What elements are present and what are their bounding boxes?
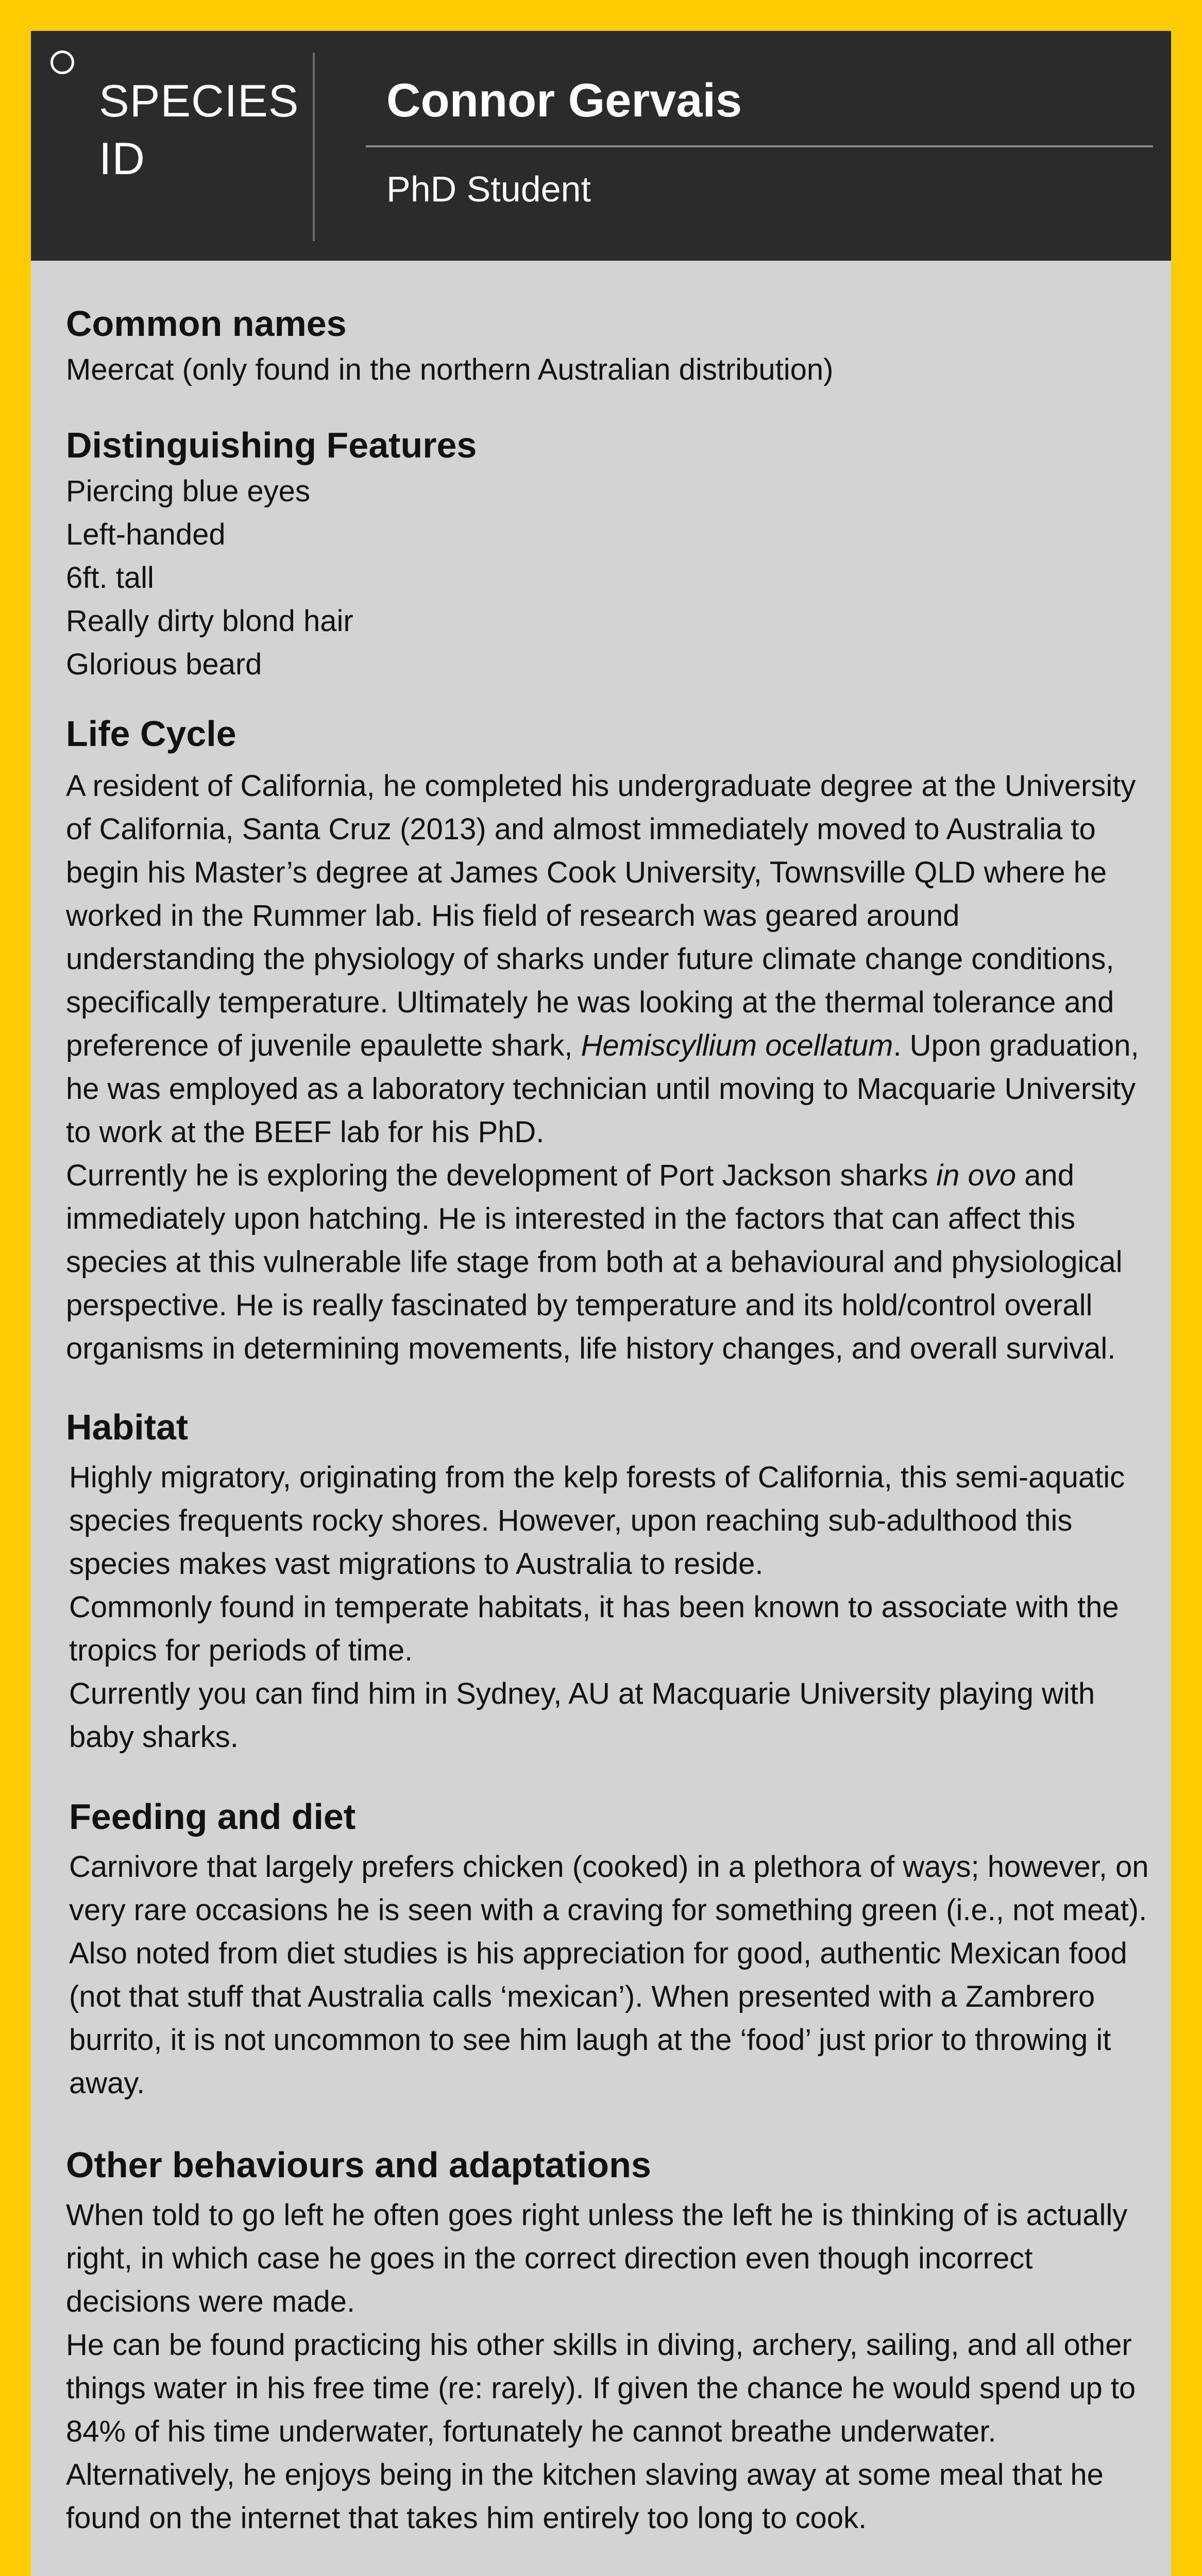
section-common-names xyxy=(66,299,1153,392)
header-vertical-divider xyxy=(313,53,315,241)
section-habitat xyxy=(66,1402,1153,1759)
habitat-paragraph: Commonly found in temperate habitats, it has been known to associate with the tropics for periods of time. xyxy=(69,1590,1119,1667)
section-other-behaviours xyxy=(66,2140,1153,2540)
section-title: Distinguishing Features xyxy=(66,425,477,465)
behaviour-paragraph: Alternatively, he enjoys being in the kitchen slaving away at some meal that he found on the internet that takes him entirely too long to cook. xyxy=(66,2458,1104,2535)
feature-item: 6ft. tall xyxy=(66,561,154,595)
section-feeding-and-diet xyxy=(66,1792,1153,2105)
section-distinguishing-features xyxy=(66,420,1153,686)
header-horizontal-divider xyxy=(366,145,1153,147)
card-header xyxy=(31,31,1171,261)
feature-item: Left-handed xyxy=(66,518,226,551)
section-title: Feeding and diet xyxy=(69,1797,356,1837)
feeding-paragraph: Also noted from diet studies is his appreciation for good, authentic Mexican food (not that stuff that Australia calls ‘mexican’). When presented with a Zambrero burrito, it is not uncommon to see him laugh at the ‘food’ just prior to throwing it away. xyxy=(69,1937,1127,2100)
species-id-card xyxy=(31,31,1171,2576)
person-name: Connor Gervais xyxy=(386,74,742,127)
common-names-text: Meercat (only found in the northern Australian distribution) xyxy=(66,353,834,386)
feature-item: Piercing blue eyes xyxy=(66,474,310,508)
feeding-paragraph: Carnivore that largely prefers chicken (cooked) in a plethora of ways; however, on very rare occasions he is seen with a craving for something green (i.e., not meat). xyxy=(69,1850,1149,1927)
life-cycle-paragraph xyxy=(66,765,1153,1154)
circle-icon xyxy=(50,50,74,74)
habitat-paragraph: Currently you can find him in Sydney, AU at Macquarie University playing with baby sharks. xyxy=(69,1677,1095,1754)
section-life-cycle xyxy=(66,709,1153,1370)
species-scientific-name: Hemiscyllium ocellatum xyxy=(581,1029,893,1062)
badge-label: SPECIES ID xyxy=(99,75,299,184)
behaviour-paragraph: When told to go left he often goes right unless the left he is thinking of is actually right, in which case he goes in the correct direction even though incorrect decisions were made. xyxy=(66,2198,1128,2318)
section-title: Life Cycle xyxy=(66,714,236,754)
section-title: Habitat xyxy=(66,1407,189,1447)
life-cycle-text: and immediately upon hatching. He is interested in the factors that can affect this species at this vulnerable life stage from both at a behavioural and physiological perspective. He is really fascinated by temperature and its hold/control overall organisms in determining movements, life history changes, and overall survival. xyxy=(66,1159,1123,1365)
life-cycle-text: . Upon graduation, he was employed as a laboratory technician until moving to Macquarie University to work at the BEEF lab for his PhD. xyxy=(66,1029,1139,1149)
feature-item: Really dirty blond hair xyxy=(66,604,353,638)
life-cycle-text: A resident of California, he completed his undergraduate degree at the University of California, Santa Cruz (2013) and almost immediately moved to Australia to begin his Master’s degree at James Cook University, Townsville QLD where he worked in the Rummer lab. His field of research was geared around understanding the physiology of sharks under future climate change conditions, specifically temperature. Ultimately he was looking at the thermal tolerance and preference of juvenile epaulette shark, xyxy=(66,769,1136,1062)
life-cycle-paragraph xyxy=(66,1154,1153,1370)
section-title: Common names xyxy=(66,303,347,344)
card-content xyxy=(66,299,1153,2540)
life-cycle-text: Currently he is exploring the development of Port Jackson sharks xyxy=(66,1159,937,1192)
in-ovo-term: in ovo xyxy=(936,1159,1017,1192)
person-role: PhD Student xyxy=(386,169,591,209)
behaviour-paragraph: He can be found practicing his other skills in diving, archery, sailing, and all other things water in his free time (re: rarely). If given the chance he would spend up to 84% of his time underwater, fortunately he cannot breathe underwater. xyxy=(66,2328,1136,2448)
feature-item: Glorious beard xyxy=(66,648,262,681)
habitat-paragraph: Highly migratory, originating from the kelp forests of California, this semi-aquatic species frequents rocky shores. However, upon reaching sub-adulthood this species makes vast migrations to Australia to reside. xyxy=(69,1461,1125,1581)
section-title: Other behaviours and adaptations xyxy=(66,2145,651,2185)
